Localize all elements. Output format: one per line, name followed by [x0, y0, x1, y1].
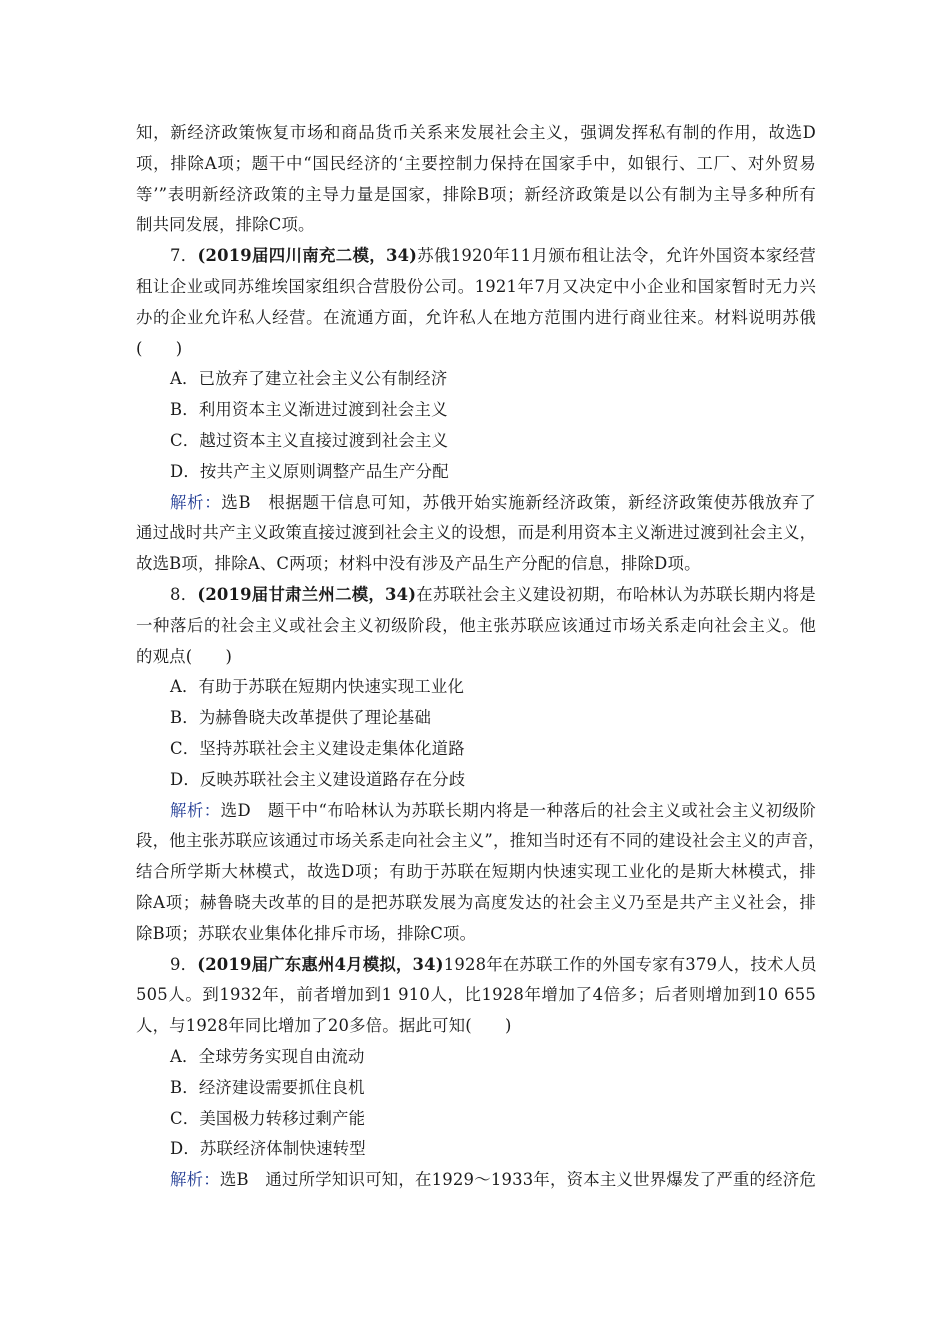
question-9-option-d: D．苏联经济体制快速转型: [170, 1139, 366, 1159]
question-stem-text: 1928年在苏联工作的外国专家有379人，技术人员: [443, 954, 817, 974]
question-9-option-c: C．美国极力转移过剩产能: [170, 1108, 366, 1128]
document-page: [136, 118, 825, 1196]
question-8-option-d: D．反映苏联社会主义建设道路存在分歧: [170, 769, 466, 789]
question-7-option-b: B．利用资本主义渐进过渡到社会主义: [170, 400, 448, 420]
question-8-analysis-line: 段，他主张苏联应该通过市场关系走向社会主义”，推知当时还有不同的建设社会主义的声音，: [136, 831, 825, 851]
question-8-stem: [136, 580, 816, 611]
question-7-option-c: C．越过资本主义直接过渡到社会主义: [170, 430, 449, 450]
question-8-stem-line: 的观点( ): [136, 646, 233, 666]
question-9-option-b: B．经济建设需要抓住良机: [170, 1077, 365, 1097]
analysis-label: 解析：: [170, 492, 222, 512]
question-stem-text: 在苏联社会主义建设初期，布哈林认为苏联长期内将是: [416, 584, 816, 604]
question-9-stem-line: 505人。到1932年，前者增加到1 910人，比1928年增加了4倍多；后者则增加到10 655: [136, 985, 816, 1005]
question-7-stem-line: ( ): [136, 338, 183, 358]
question-7-stem-line: 租让企业或同苏维埃国家组织合营股份公司。1921年7月又决定中小企业和国家暂时无力兴: [136, 276, 816, 296]
question-9-stem: [136, 950, 816, 981]
question-8-option-b: B．为赫鲁晓夫改革提供了理论基础: [170, 708, 432, 728]
analysis-text: 选B 通过所学知识可知，在1929～1933年，资本主义世界爆发了严重的经济危: [219, 1170, 816, 1190]
intro-line: 项，排除A项；题干中“国民经济的‘主要控制力保持在国家手中，如银行、工厂、对外贸易: [136, 153, 816, 173]
question-9-option-a: A．全球劳务实现自由流动: [170, 1046, 365, 1066]
question-source: (2019届甘肃兰州二模，34): [197, 584, 417, 604]
question-7-option-d: D．按共产主义原则调整产品生产分配: [170, 461, 449, 481]
question-number: 8．: [170, 584, 198, 604]
intro-line: 等’”表明新经济政策的主导力量是国家，排除B项；新经济政策是以公有制为主导多种所有: [136, 184, 816, 204]
question-7-analysis-line: 故选B项，排除A、C两项；材料中没有涉及产品生产分配的信息，排除D项。: [136, 554, 701, 574]
question-7-stem: [136, 241, 816, 272]
question-7-stem-line: 办的企业允许私人经营。在流通方面，允许私人在地方范围内进行商业往来。材料说明苏俄: [136, 307, 816, 327]
intro-line: 制共同发展，排除C项。: [136, 215, 315, 235]
analysis-label: 解析：: [170, 800, 221, 820]
question-8-analysis-line: 除B项；苏联农业集体化排斥市场，排除C项。: [136, 923, 477, 943]
question-8-analysis: [136, 796, 816, 827]
question-source: (2019届广东惠州4月模拟，34): [197, 954, 444, 974]
question-7-analysis-line: 通过战时共产主义政策直接过渡到社会主义的设想，而是利用资本主义渐进过渡到社会主义，: [136, 523, 817, 543]
analysis-text: 选D 题干中“布哈林认为苏联长期内将是一种落后的社会主义或社会主义初级阶: [220, 800, 817, 820]
question-8-analysis-line: 除A项；赫鲁晓夫改革的目的是把苏联发展为高度发达的社会主义乃至是共产主义社会，排: [136, 892, 816, 912]
intro-line: 知，新经济政策恢复市场和商品货币关系来发展社会主义，强调发挥私有制的作用，故选D: [136, 123, 816, 142]
question-9-analysis: [136, 1165, 816, 1196]
question-8-stem-line: 一种落后的社会主义或社会主义初级阶段，他主张苏联应该通过市场关系走向社会主义。他: [136, 615, 816, 635]
question-8-option-a: A．有助于苏联在短期内快速实现工业化: [170, 677, 465, 697]
question-number: 9．: [170, 954, 198, 974]
question-number: 7．: [170, 246, 198, 266]
question-8-analysis-line: 结合所学斯大林模式，故选D项；有助于苏联在短期内快速实现工业化的是斯大林模式，排: [136, 862, 816, 882]
question-7-analysis: [136, 488, 816, 519]
question-7-option-a: A．已放弃了建立社会主义公有制经济: [170, 369, 448, 389]
analysis-text: 选B 根据题干信息可知，苏俄开始实施新经济政策，新经济政策使苏俄放弃了: [221, 492, 816, 512]
question-source: (2019届四川南充二模，34): [197, 246, 418, 266]
question-8-option-c: C．坚持苏联社会主义建设走集体化道路: [170, 738, 465, 758]
question-stem-text: 苏俄1920年11月颁布租让法令，允许外国资本家经营: [417, 246, 816, 266]
analysis-label: 解析：: [170, 1170, 220, 1190]
question-9-stem-line: 人，与1928年同比增加了20多倍。据此可知( ): [136, 1016, 512, 1036]
